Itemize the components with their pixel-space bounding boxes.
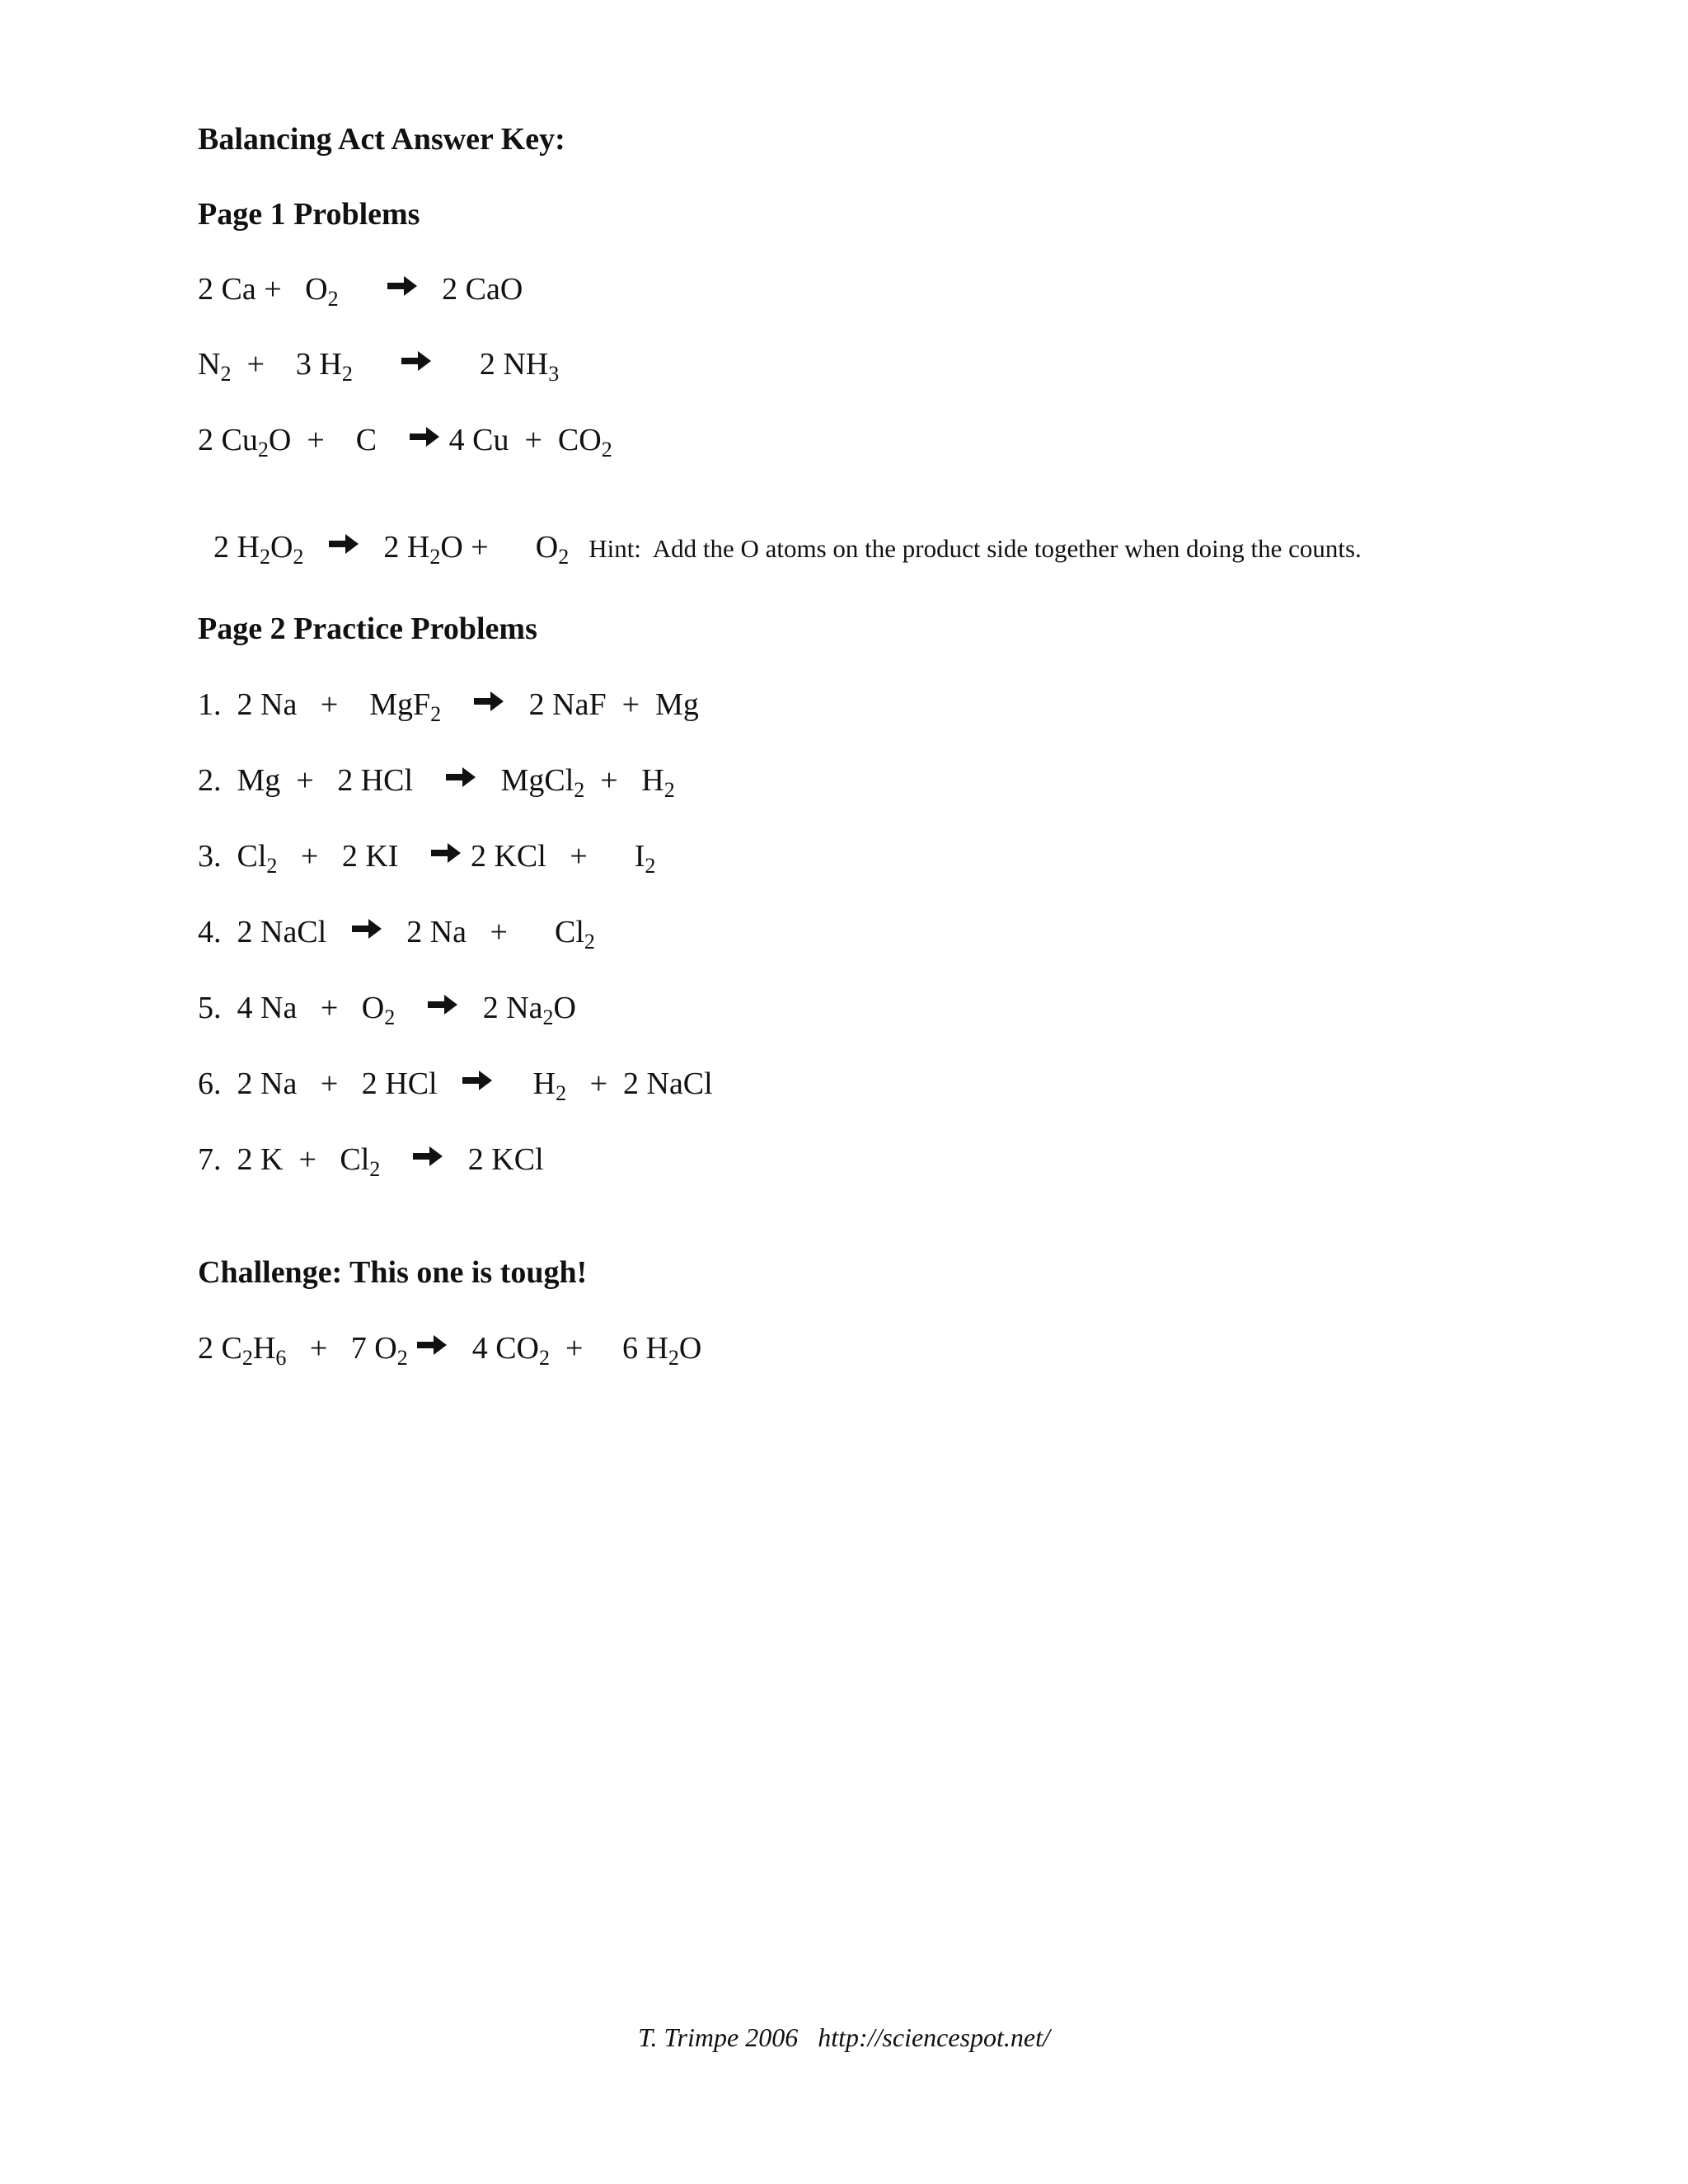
formula-term (356, 424, 377, 456)
practice-problem-7: 7. 2 $K + Cl_2$ 2 KCl (198, 1142, 544, 1181)
formula-term (442, 274, 523, 305)
footer-credit: T. Trimpe 2006 http://sciencespot.net/ (638, 2022, 1050, 2052)
page1-hint: Hint: Add the O atoms on the product side together when doing the counts. (588, 534, 1362, 563)
page1-equation-3: 2 $Cu_2O$ + C 4 $Cu + CO_2$ (198, 423, 612, 462)
formula-term (679, 1333, 701, 1364)
reaction-arrow-icon (429, 841, 462, 865)
formula-term (555, 916, 595, 953)
formula-text: 1. 2 Na (198, 687, 298, 722)
subscript: 2 (396, 1346, 408, 1370)
formula-text: 3. Cl (198, 839, 267, 874)
formula-term (337, 765, 413, 796)
formula-text: MgF (369, 687, 431, 722)
formula-term (198, 424, 269, 461)
subscript: 2 (341, 362, 353, 386)
formula-text: Cl (340, 1142, 370, 1177)
formula-text: H (252, 1331, 276, 1366)
formula-term (480, 349, 559, 385)
formula-text: 4 CO (471, 1331, 539, 1366)
subscript: 2 (663, 778, 675, 802)
subscript: 2 (558, 545, 570, 569)
formula-term (253, 1333, 286, 1369)
formula-text: MgCl (500, 763, 574, 798)
subscript: 2 (369, 1157, 381, 1181)
formula-term (198, 349, 231, 385)
formula-term (198, 916, 326, 948)
formula-text: 3 H (295, 347, 342, 382)
formula-text: O + (440, 530, 489, 565)
formula-term (198, 1068, 297, 1099)
formula-term (296, 349, 353, 385)
formula-text: C (355, 423, 377, 457)
formula-term (468, 1144, 544, 1175)
page1-heading: Page 1 Problems (198, 197, 420, 232)
subscript: 2 (384, 1005, 396, 1029)
formula-term (369, 689, 441, 725)
subscript: 6 (275, 1346, 287, 1370)
reaction-arrow-icon (461, 1069, 494, 1092)
formula-text: Mg (655, 687, 699, 722)
reaction-arrow-icon (415, 1333, 448, 1357)
formula-text: 2 CaO (442, 272, 523, 307)
subscript: 2 (430, 702, 442, 726)
formula-term (449, 424, 509, 456)
formula-text: N (198, 347, 221, 382)
formula-text: O (268, 423, 292, 457)
formula-term (471, 841, 546, 872)
subscript: 2 (601, 438, 612, 462)
subscript: 2 (584, 930, 595, 954)
subscript: 2 (574, 778, 585, 802)
formula-term (342, 841, 399, 872)
practice-problem-3: 3. $Cl_2 + 2$ KI 2 KCl + $I_2$ (198, 839, 656, 878)
formula-term (213, 532, 270, 568)
formula-text: 6 H (621, 1331, 668, 1366)
formula-text: 2 KI (341, 839, 399, 874)
formula-text: 2 NaCl (623, 1066, 713, 1101)
subscript: 2 (556, 1081, 567, 1105)
formula-text: 2 C (198, 1331, 242, 1366)
reaction-arrow-icon (327, 532, 360, 555)
formula-term (501, 765, 585, 801)
formula-term (536, 532, 569, 568)
formula-text: 2 NH (479, 347, 549, 382)
reaction-arrow-icon (472, 690, 505, 713)
formula-term (198, 992, 297, 1024)
formula-term (558, 424, 612, 461)
formula-text: 5. 4 Na (198, 991, 298, 1025)
formula-term (269, 424, 291, 456)
practice-problem-1: 1. 2 Na + MgF$_2$ 2 NaF + Mg (198, 687, 699, 726)
formula-term (351, 1333, 408, 1369)
reaction-arrow-icon (386, 274, 419, 298)
subscript: 2 (259, 545, 270, 569)
formula-term (655, 689, 699, 720)
formula-text: 4. 2 NaCl (198, 915, 327, 949)
formula-term (362, 1068, 438, 1099)
page1-equation-4 (198, 500, 1362, 568)
formula-term (406, 916, 467, 948)
practice-problem-5: 5. 4 $Na + O_2$ 2 $Na_2O$ (198, 991, 576, 1029)
formula-term (198, 841, 277, 877)
subscript: 3 (548, 362, 560, 386)
formula-term (440, 532, 488, 563)
page1-equation-2: $N_2$ + 3 $H_2$ 2 $NH_3$ (198, 347, 560, 386)
reaction-arrow-icon (444, 766, 477, 789)
formula-term (305, 274, 338, 310)
subscript: 2 (257, 438, 269, 462)
challenge-equation: 2 $C_2H_6 + 7$ $O_2$ 4 $CO_2$ + 6 $H_2O$ (198, 1331, 702, 1370)
formula-text: 4 Cu (448, 423, 509, 457)
reaction-arrow-icon (408, 425, 441, 448)
formula-text: 2. Mg (198, 763, 281, 798)
subscript: 2 (266, 854, 278, 878)
formula-text: 2 Na (406, 915, 467, 949)
practice-problem-4: 4. 2 NaCl 2 Na + $Cl_2$ (198, 915, 595, 954)
formula-term (483, 992, 554, 1029)
page1-equation-4-formula (213, 530, 570, 569)
reaction-arrow-icon (426, 993, 459, 1016)
reaction-arrow-icon (350, 917, 383, 940)
formula-text: 2 H (213, 530, 260, 565)
practice-problem-6: 6. 2 Na + 2 HCl $H_2 + 2$ NaCl (198, 1066, 713, 1105)
formula-text: 2 H (383, 530, 430, 565)
formula-text: H (641, 763, 664, 798)
formula-term (383, 532, 440, 568)
formula-text: O (305, 272, 328, 307)
formula-term (198, 689, 297, 720)
formula-text: 2 HCl (361, 1066, 438, 1101)
formula-text: O (361, 991, 385, 1025)
formula-term (198, 274, 282, 305)
formula-text: 2 Na (482, 991, 543, 1025)
formula-text: 6. 2 Na (198, 1066, 298, 1101)
formula-term (635, 841, 656, 877)
challenge-heading: Challenge: This one is tough! (198, 1255, 588, 1290)
formula-text: O (535, 530, 559, 565)
formula-text: 2 KCl (467, 1142, 544, 1177)
formula-term (529, 689, 607, 720)
formula-term (198, 1333, 253, 1369)
subscript: 2 (327, 287, 339, 311)
formula-text: 7 O (350, 1331, 397, 1366)
subscript: 2 (542, 1005, 554, 1029)
subscript: 2 (539, 1346, 550, 1370)
subscript: 2 (668, 1346, 679, 1370)
formula-term (533, 1068, 566, 1104)
formula-term (622, 1333, 679, 1369)
formula-text: 7. 2 K (198, 1142, 284, 1177)
formula-text: 2 NaF (528, 687, 607, 722)
formula-term (641, 765, 674, 801)
formula-text: 2 Cu (198, 423, 258, 457)
subscript: 2 (220, 362, 232, 386)
formula-text: 2 HCl (337, 763, 414, 798)
formula-text: O (678, 1331, 702, 1366)
subscript: 2 (241, 1346, 253, 1370)
formula-text: 2 KCl (470, 839, 546, 874)
formula-term (554, 992, 576, 1024)
formula-term (270, 532, 303, 568)
formula-term (472, 1333, 550, 1369)
formula-text: O (553, 991, 576, 1025)
practice-problem-2: 2. Mg + 2 HCl MgCl$_2$ + $H_2$ (198, 763, 675, 802)
subscript: 2 (293, 545, 304, 569)
formula-text: CO (557, 423, 602, 457)
reaction-arrow-icon (400, 349, 433, 373)
formula-term (362, 992, 395, 1029)
formula-term (340, 1144, 380, 1180)
page1-equation-1 (198, 274, 523, 310)
answer-key-title: Balancing Act Answer Key: (198, 122, 565, 157)
formula-text: I (634, 839, 645, 874)
reaction-arrow-icon (411, 1145, 444, 1168)
formula-term (198, 1144, 283, 1175)
formula-text: Cl (554, 915, 584, 949)
subscript: 2 (645, 854, 656, 878)
page2-heading: Page 2 Practice Problems (198, 612, 537, 646)
formula-text: H (532, 1066, 556, 1101)
formula-term (198, 765, 280, 796)
formula-term (623, 1068, 713, 1099)
subscript: 2 (429, 545, 441, 569)
formula-text: O (270, 530, 293, 565)
formula-text: 2 Ca + (198, 272, 282, 307)
